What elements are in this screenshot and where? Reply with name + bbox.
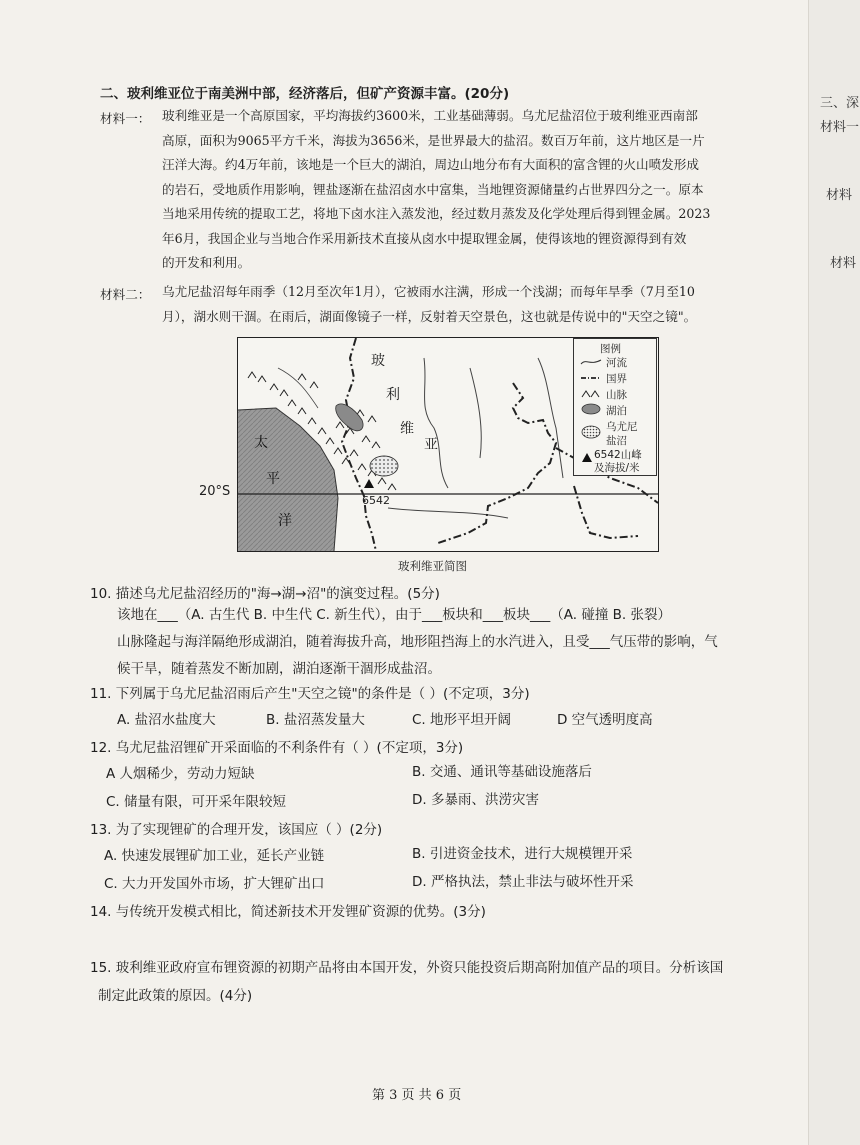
material1-line: 当地采用传统的提取工艺，将地下卤水注入蒸发池，经过数月蒸发及化学处理后得到锂金属。2023 (162, 206, 711, 221)
section-title: 二、玻利维亚位于南美洲中部，经济落后，但矿产资源丰富。(20分) (100, 86, 510, 102)
material1-line: 年6月，我国企业与当地合作采用新技术直接从卤水中提取锂金属，使得该地的锂资源得到有效 (162, 230, 687, 246)
uyuni-salt-flat (370, 456, 398, 476)
legend-item: 乌尤尼 (606, 421, 638, 433)
answer-line: 候干旱，随着蒸发不断加剧，湖泊逐渐干涸形成盐沼。 (117, 661, 441, 677)
legend-item: 河流 (606, 357, 627, 369)
legend-item: 盐沼 (606, 435, 627, 447)
question-11: 11. 下列属于乌尤尼盐沼雨后产生"天空之镜"的条件是（ ）(不定项，3分) (90, 686, 530, 702)
option-b: B. 交通、通讯等基础设施落后 (412, 764, 592, 780)
answer-line: 山脉隆起与海洋隔绝形成湖泊，随着海拔升高，地形阻挡海上的水汽进入，且受___气压带的影响，气 (117, 634, 718, 650)
question-15-line2: 制定此政策的原因。(4分) (98, 988, 253, 1004)
material1-label: 材料一： (100, 111, 151, 126)
legend-item: 国界 (606, 373, 627, 385)
material1-line: 玻利维亚是一个高原国家，平均海拔约3600米，工业基础薄弱。乌尤尼盐沼位于玻利维亚西南部 (162, 108, 698, 123)
river (278, 368, 318, 408)
material1-line: 高原，面积为9065平方千米，海拔为3656米，是世界最大的盐沼。数百万年前，这片地区是一片 (162, 132, 705, 148)
ocean-label: 洋 (278, 513, 292, 529)
national-border (438, 383, 556, 543)
legend-item: 及海拔/米 (594, 462, 640, 474)
material1-line: 的岩石，受地质作用影响，锂盐逐渐在盐沼卤水中富集，当地锂资源储量约占世界四分之一。原本 (162, 181, 704, 197)
lake-icon (580, 403, 602, 418)
border-icon (580, 373, 602, 386)
material1-line: 的开发和利用。 (162, 255, 251, 270)
adjacent-page-text: 材料 (830, 256, 857, 271)
legend-item: 6542山峰 (594, 449, 642, 461)
option-a: A. 盐沼水盐度大 (117, 712, 216, 728)
peak-elevation-label: 6542 (362, 494, 390, 507)
material2-line: 乌尤尼盐沼每年雨季（12月至次年1月），它被雨水注满，形成一个浅湖；而每年旱季（7月至10 (162, 284, 695, 299)
adjacent-page-text: 材料一 (820, 120, 860, 135)
question-12: 12. 乌尤尼盐沼锂矿开采面临的不利条件有（ ）(不定项，3分) (90, 740, 464, 756)
option-d: D. 严格执法，禁止非法与破坏性开采 (412, 874, 634, 890)
mountain-icon (580, 387, 602, 402)
option-a: A 人烟稀少，劳动力短缺 (106, 766, 255, 782)
option-d: D. 多暴雨、洪涝灾害 (412, 792, 539, 808)
adjacent-page-text: 材料 (826, 188, 853, 203)
adjacent-page-text: 三、深 (820, 96, 860, 111)
question-10-answer (117, 602, 797, 683)
peak-icon (580, 451, 594, 466)
river (424, 358, 448, 488)
answer-line: 该地在___（A. 古生代 B. 中生代 C. 新生代），由于___板块和___板块___（A. 碰撞 B. 张裂） (117, 607, 671, 623)
material1-line: 汪洋大海。约4万年前，该地是一个巨大的湖泊，周边山地分布有大面积的富含锂的火山喷发形成 (162, 157, 699, 172)
map-caption: 玻利维亚简图 (398, 559, 467, 573)
material2-text (162, 280, 802, 329)
option-b: B. 盐沼蒸发量大 (266, 712, 365, 728)
question-14: 14. 与传统开发模式相比，简述新技术开发锂矿资源的优势。(3分) (90, 904, 486, 920)
adjacent-page (808, 0, 860, 1145)
country-label: 维 (400, 421, 414, 437)
salt-flat-icon (580, 425, 602, 442)
river (388, 508, 508, 518)
country-label: 玻 (371, 353, 385, 369)
question-15-line1: 15. 玻利维亚政府宣布锂资源的初期产品将由本国开发，外资只能投资后期高附加值产品的项目。分析该国 (90, 960, 724, 976)
ocean-label: 太 (254, 435, 268, 451)
option-c: C. 地形平坦开阔 (412, 712, 512, 728)
option-b: B. 引进资金技术，进行大规模锂开采 (412, 846, 633, 862)
material2-label: 材料二： (100, 287, 151, 302)
question-13: 13. 为了实现锂矿的合理开发，该国应（ ）(2分) (90, 822, 383, 838)
country-label: 亚 (424, 437, 438, 453)
ocean-label: 平 (266, 471, 280, 487)
option-d: D 空气透明度高 (557, 712, 653, 728)
option-a: A. 快速发展锂矿加工业，延长产业链 (104, 848, 325, 864)
legend-item: 湖泊 (606, 405, 627, 417)
question-10: 10. 描述乌尤尼盐沼经历的"海→湖→沼"的演变过程。(5分) (90, 586, 440, 602)
legend-item: 山脉 (606, 389, 627, 401)
river (470, 368, 481, 458)
option-c: C. 大力开发国外市场，扩大锂矿出口 (104, 876, 325, 892)
page-number: 第 3 页 共 6 页 (372, 1088, 462, 1103)
legend-title: 图例 (600, 343, 621, 355)
latitude-label: 20°S (199, 484, 231, 499)
material1-text (162, 104, 802, 276)
option-c: C. 储量有限，可开采年限较短 (106, 794, 287, 810)
map-legend (573, 338, 657, 476)
river-icon (580, 357, 602, 370)
peak-marker (364, 479, 374, 488)
lake (336, 404, 363, 431)
material2-line: 月），湖水则干涸。在雨后，湖面像镜子一样，反射着天空景色，这也就是传说中的"天空之镜"。 (162, 308, 697, 324)
country-label: 利 (386, 387, 400, 403)
